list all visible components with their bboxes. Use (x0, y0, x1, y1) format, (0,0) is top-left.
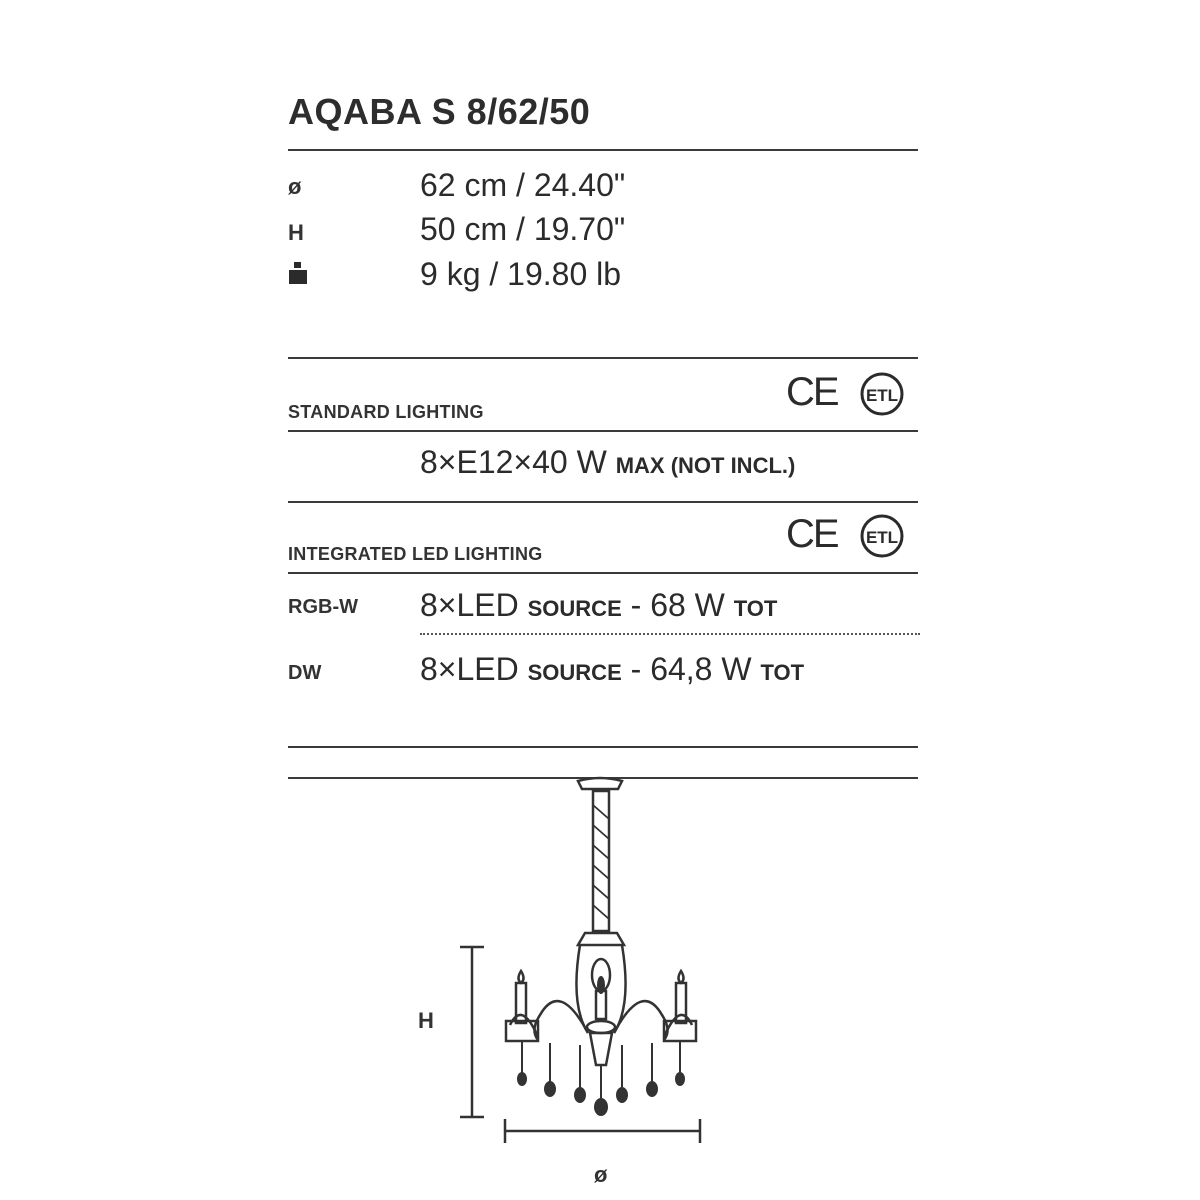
spec-main: 8×LED (420, 651, 519, 687)
spec-main: 8×E12×40 W (420, 444, 607, 480)
divider (288, 572, 918, 574)
dw-label: DW (288, 662, 322, 684)
standard-lighting-spec (420, 443, 795, 485)
divider (288, 746, 918, 748)
led-lighting-heading: INTEGRATED LED LIGHTING (288, 544, 543, 564)
spec-small: TOT (760, 660, 805, 685)
ce-mark: CE (786, 512, 838, 556)
rgbw-spec (420, 586, 777, 628)
standard-lighting-heading: STANDARD LIGHTING (288, 402, 484, 422)
divider (288, 501, 918, 503)
spec-sep: - (621, 651, 651, 687)
diameter-label: ø (288, 174, 302, 199)
spec-main: 8×LED (420, 587, 519, 623)
spec-small: SOURCE (527, 596, 622, 621)
divider (288, 149, 918, 151)
weight-value: 9 kg / 19.80 lb (420, 256, 622, 292)
divider (288, 357, 918, 359)
etl-mark-icon (858, 372, 918, 416)
dw-spec (420, 650, 804, 692)
drawing-height-label: H (418, 1008, 434, 1033)
rgbw-label: RGB-W (288, 596, 358, 618)
product-title: AQABA S 8/62/50 (288, 91, 591, 132)
etl-mark-icon (858, 514, 918, 558)
spec-small: MAX (NOT INCL.) (615, 453, 796, 478)
diameter-value: 62 cm / 24.40" (420, 167, 626, 203)
chandelier-drawing (410, 775, 750, 1155)
spec-small: TOT (733, 596, 778, 621)
drawing-diameter-label: ø (594, 1162, 608, 1187)
spec-sep: - (621, 587, 651, 623)
ce-mark: CE (786, 370, 838, 414)
spec-small: SOURCE (527, 660, 622, 685)
height-label: H (288, 220, 304, 245)
height-value: 50 cm / 19.70" (420, 211, 626, 247)
etl-text: ETL (865, 528, 899, 547)
spec-main: 64,8 W (650, 651, 752, 687)
dotted-divider (420, 633, 920, 635)
weight-icon (289, 262, 307, 284)
spec-main: 68 W (650, 587, 725, 623)
divider (288, 430, 918, 432)
etl-text: ETL (865, 386, 899, 405)
